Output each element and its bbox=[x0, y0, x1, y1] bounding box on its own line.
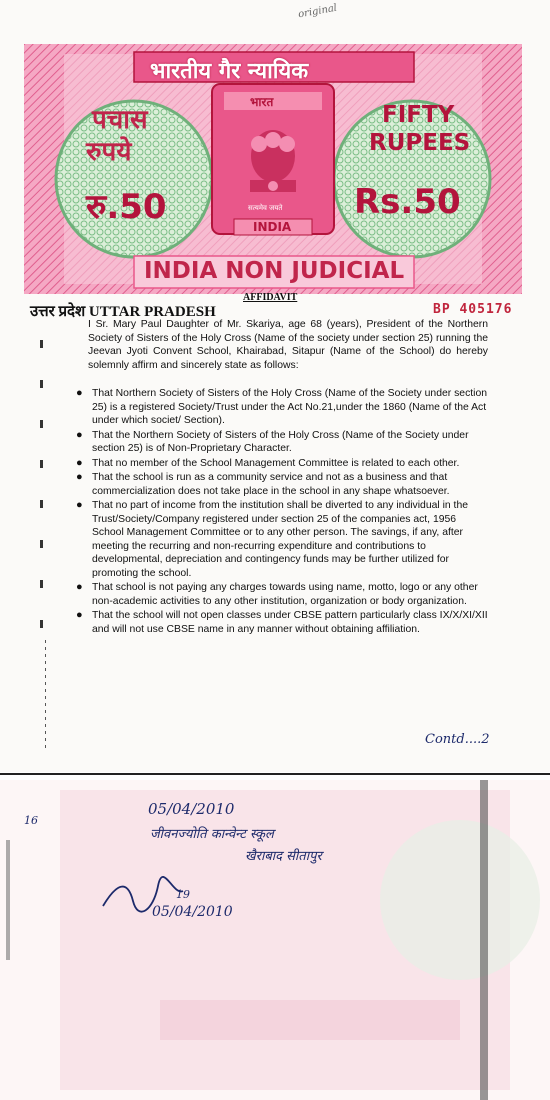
hw-date-1: 05/04/2010 bbox=[148, 800, 235, 818]
original-annotation: original bbox=[297, 2, 338, 21]
clause-item: ● That no member of the School Management Committee is related to each other. bbox=[76, 456, 460, 469]
stamp-paper bbox=[24, 44, 522, 294]
hw-serial-left: 16 bbox=[24, 814, 38, 827]
clause-item: ● That the Northern Society of Sisters of the Holy Cross (Name of the Society under section 25) is of Non-Proprietary Character. bbox=[76, 428, 469, 454]
stamp-header-hindi: भारतीय गैर न्यायिक bbox=[150, 59, 309, 84]
clause-item: ● That no part of income from the institution shall be diverted to any individual in the Trust/Society/Company registered under section 25 of the companies act, 1956 School Management Committee or to any other person. The savings, if any, after meeting the recurring and non-recurring expenditure and contributions to developmental, depreciation and contingency funds may be further utilized for promoting the school. bbox=[76, 499, 469, 579]
ashoka-emblem bbox=[250, 130, 296, 192]
hw-school-name: जीवनज्योति कान्वेन्ट स्कूल bbox=[150, 827, 274, 842]
margin-mark bbox=[40, 540, 43, 548]
state-line: उत्तर प्रदेश UTTAR PRADESH bbox=[30, 304, 216, 320]
page-separator bbox=[0, 773, 550, 775]
margin-mark bbox=[40, 580, 43, 588]
margin-mark bbox=[40, 340, 43, 348]
clause-item: ● That Northern Society of Sisters of the Holy Cross (Name of the Society under section 25) is a registered Society/Trust under the Act No.21,under the 1860 (Name of the Act under which societ/ Section). bbox=[76, 387, 488, 426]
stamp-footer: INDIA NON JUDICIAL bbox=[144, 258, 405, 284]
margin-mark bbox=[40, 620, 43, 628]
emblem-motto: सत्यमेव जयते bbox=[248, 204, 283, 212]
hw-date-2: 05/04/2010 bbox=[152, 904, 233, 920]
margin-mark bbox=[40, 380, 43, 388]
stamp-serial-number: BP 405176 bbox=[433, 302, 513, 317]
margin-mark bbox=[40, 460, 43, 468]
margin-mark bbox=[40, 420, 43, 428]
faded-stamp-reverse bbox=[0, 780, 550, 1100]
affidavit-intro: I Sr. Mary Paul Daughter of Mr. Skariya, age 68 (years), President of the Northern Society of Sisters of the Holy Cross (Name of the society under section 25) running the Jeevan Jyoti Convent School, Khairabad, Sitapur (Name of the School) do hereby solemnly affirm and sincerely state as follows: bbox=[88, 319, 488, 371]
left-value-rupee: रु.50 bbox=[86, 187, 167, 227]
margin-cut-line bbox=[45, 640, 46, 750]
left-value-hindi-1: पचास bbox=[92, 105, 148, 135]
clause-item: ● That the school is run as a community service and not as a business and that commercialization does not take place in the school in any shape whatsoever. bbox=[76, 471, 450, 497]
clause-item: ● That the school will not open classes under CBSE pattern particularly class IX/X/XI/XII and will not use CBSE name in any manner without obtaining affiliation. bbox=[76, 609, 488, 635]
left-value-hindi-2: रुपये bbox=[86, 137, 132, 167]
clause-item: ● That school is not paying any charges towards using name, motto, logo or any other non-academic activities to any other institution, organization or body organization. bbox=[76, 581, 478, 607]
affidavit-title: AFFIDAVIT bbox=[243, 292, 298, 303]
hw-school-place: खैराबाद सीतापुर bbox=[245, 849, 322, 864]
stamp-small-banner: INDIA bbox=[253, 220, 292, 234]
right-value-rs: Rs.50 bbox=[354, 182, 461, 222]
hw-number: 19 bbox=[176, 888, 190, 901]
right-value-rupees: RUPEES bbox=[369, 130, 471, 156]
continued-note: Contd....2 bbox=[425, 732, 490, 747]
affidavit-page-2 bbox=[0, 780, 550, 1100]
affidavit-clauses bbox=[70, 387, 490, 637]
margin-mark bbox=[40, 500, 43, 508]
right-value-fifty: FIFTY bbox=[382, 102, 455, 128]
stamp-bharat: भारत bbox=[250, 95, 274, 109]
